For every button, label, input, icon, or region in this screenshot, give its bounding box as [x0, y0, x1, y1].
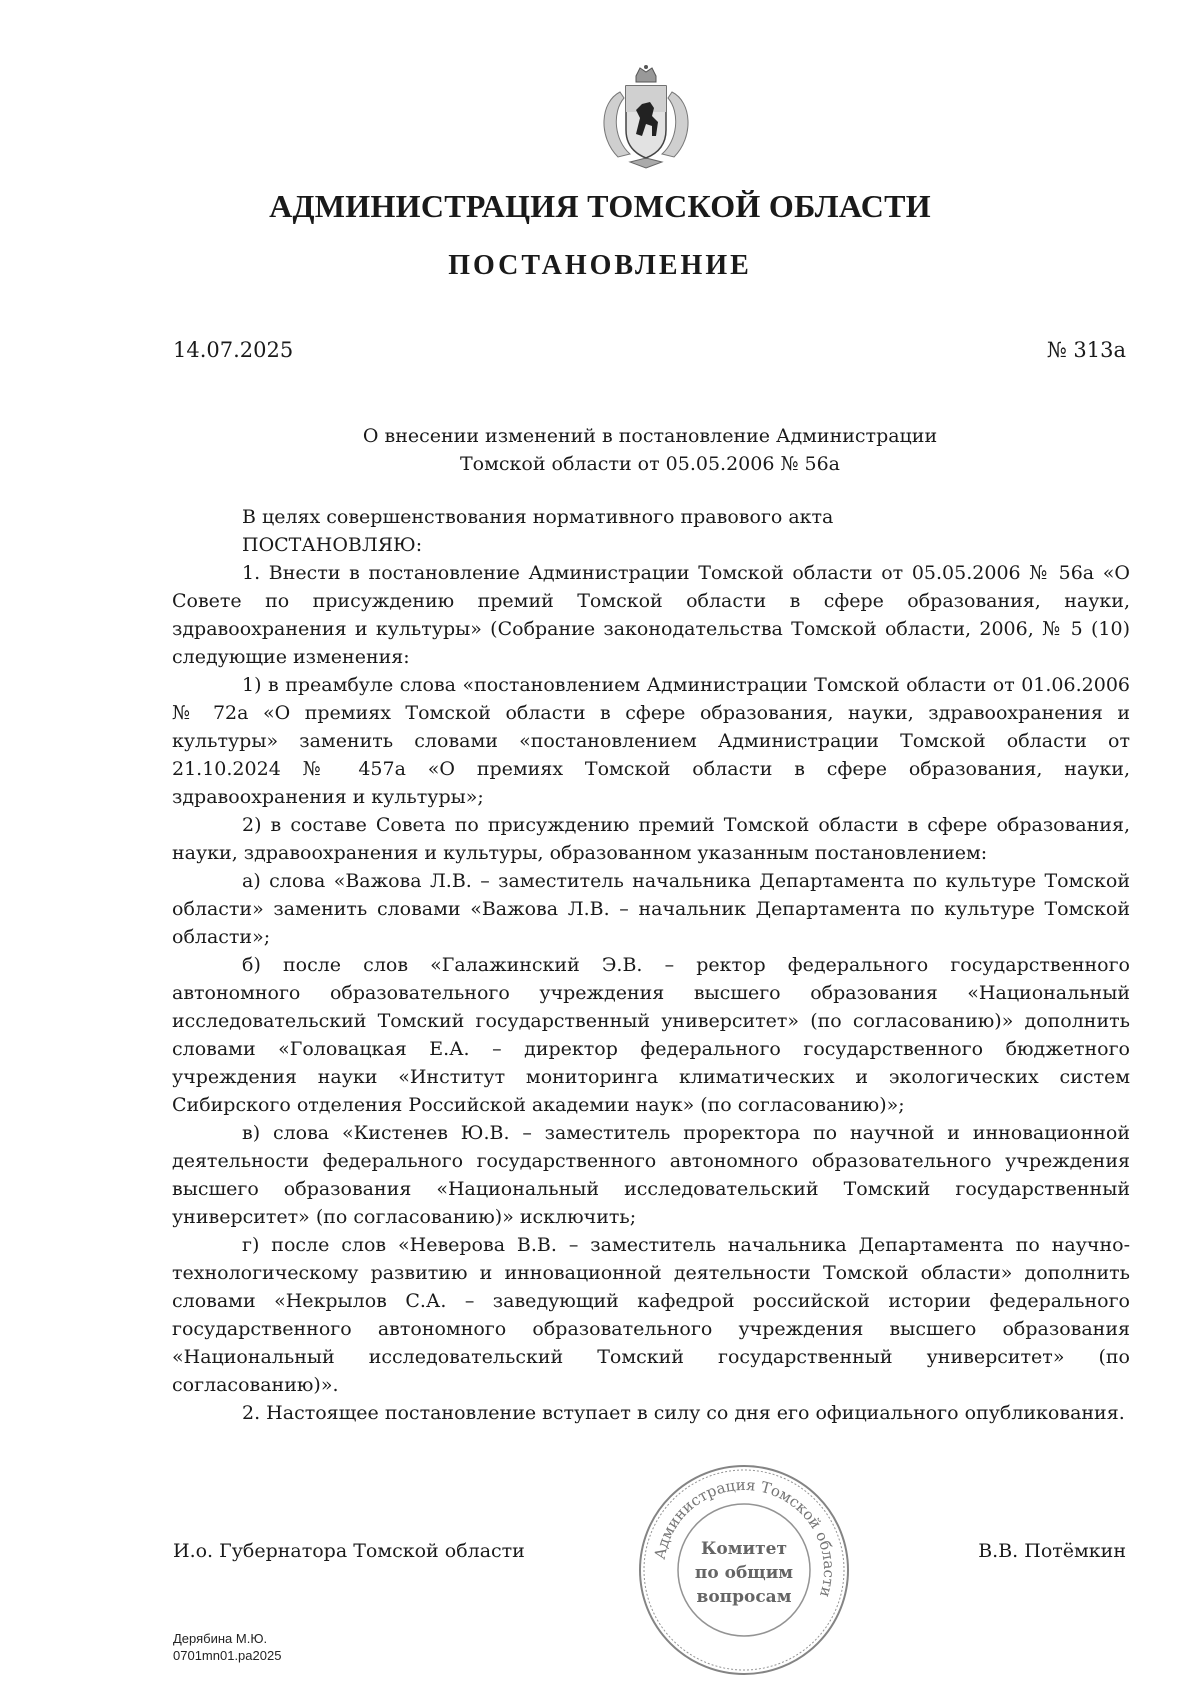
executor-code: 0701mn01.pa2025: [173, 1648, 282, 1663]
organization-title: АДМИНИСТРАЦИЯ ТОМСКОЙ ОБЛАСТИ: [269, 188, 931, 224]
document-number: № 313а: [1046, 338, 1126, 362]
stamp-line: вопросам: [696, 1587, 792, 1607]
body-paragraph: 2. Настоящее постановление вступает в силу со дня его официального опубликования.: [242, 1402, 1125, 1424]
body-paragraph: в) слова «Кистенев Ю.В. – заместитель проректора по научной и инновационной деятельности федерального государственного автономного образовательного учреждения высшего образования «Национальный исследовательский Томский государственный университет» (по согласованию)» исключить;: [172, 1122, 1130, 1228]
document-body: [172, 503, 1130, 1427]
document-type: ПОСТАНОВЛЕНИЕ: [448, 250, 752, 281]
executor-name: Дерябина М.Ю.: [173, 1631, 268, 1646]
body-paragraph: ПОСТАНОВЛЯЮ:: [242, 534, 423, 556]
stamp-ring-text: Администрация Томской области: [650, 1475, 839, 1600]
body-paragraph: 1. Внести в постановление Администрации Томской области от 05.05.2006 № 56а «О Совете по присуждению премий Томской области в сфере образования, науки, здравоохранения и культуры» (Собрание законодательства Томской области, 2006, № 5 (10) следующие изменения:: [172, 562, 1130, 668]
executor-info: [173, 1630, 281, 1664]
document-date: 14.07.2025: [173, 338, 294, 362]
body-paragraph: а) слова «Важова Л.В. – заместитель начальника Департамента по культуре Томской области» заменить словами «Важова Л.В. – начальник Департамента по культуре Томской области»;: [172, 870, 1130, 948]
body-paragraph: б) после слов «Галажинский Э.В. – ректор федерального государственного автономного образовательного учреждения высшего образования «Национальный исследовательский Томский государственный университет» (по согласованию)» дополнить словами «Головацкая Е.А. – директор федерального государственного бюджетного учреждения науки «Институт мониторинга климатических и экологических систем Сибирского отделения Российской академии наук» (по согласованию)»;: [172, 954, 1130, 1116]
signatory-position: И.о. Губернатора Томской области: [173, 1540, 525, 1562]
signatory-name: В.В. Потёмкин: [978, 1540, 1126, 1562]
body-paragraph: 2) в составе Совета по присуждению премий Томской области в сфере образования, науки, здравоохранения и культуры, образованном указанным постановлением:: [172, 814, 1130, 864]
document-subject: [290, 422, 1010, 478]
subject-line: Томской области от 05.05.2006 № 56а: [459, 453, 841, 475]
body-paragraph: г) после слов «Неверова В.В. – заместитель начальника Департамента по научно-технологическому развитию и инновационной деятельности Томской области» дополнить словами «Некрылов С.А. – заведующий кафедрой российской истории федерального государственного автономного образовательного учреждения высшего образования «Национальный исследовательский Томский государственный университет» (по согласованию)».: [172, 1234, 1130, 1396]
body-paragraph: 1) в преамбуле слова «постановлением Администрации Томской области от 01.06.2006 № 72а «О премиях Томской области в сфере образования, науки, здравоохранения и культуры» заменить словами «постановлением Администрации Томской области от 21.10.2024 № 457а «О премиях Томской области в сфере образования, науки, здравоохранения и культуры»;: [172, 674, 1130, 808]
subject-line: О внесении изменений в постановление Администрации: [362, 425, 938, 447]
stamp-line: по общим: [694, 1563, 794, 1583]
body-paragraph: В целях совершенствования нормативного правового акта: [242, 506, 834, 528]
coat-of-arms-icon: [590, 62, 702, 174]
stamp-line: Комитет: [700, 1539, 788, 1559]
official-stamp: [634, 1460, 854, 1680]
